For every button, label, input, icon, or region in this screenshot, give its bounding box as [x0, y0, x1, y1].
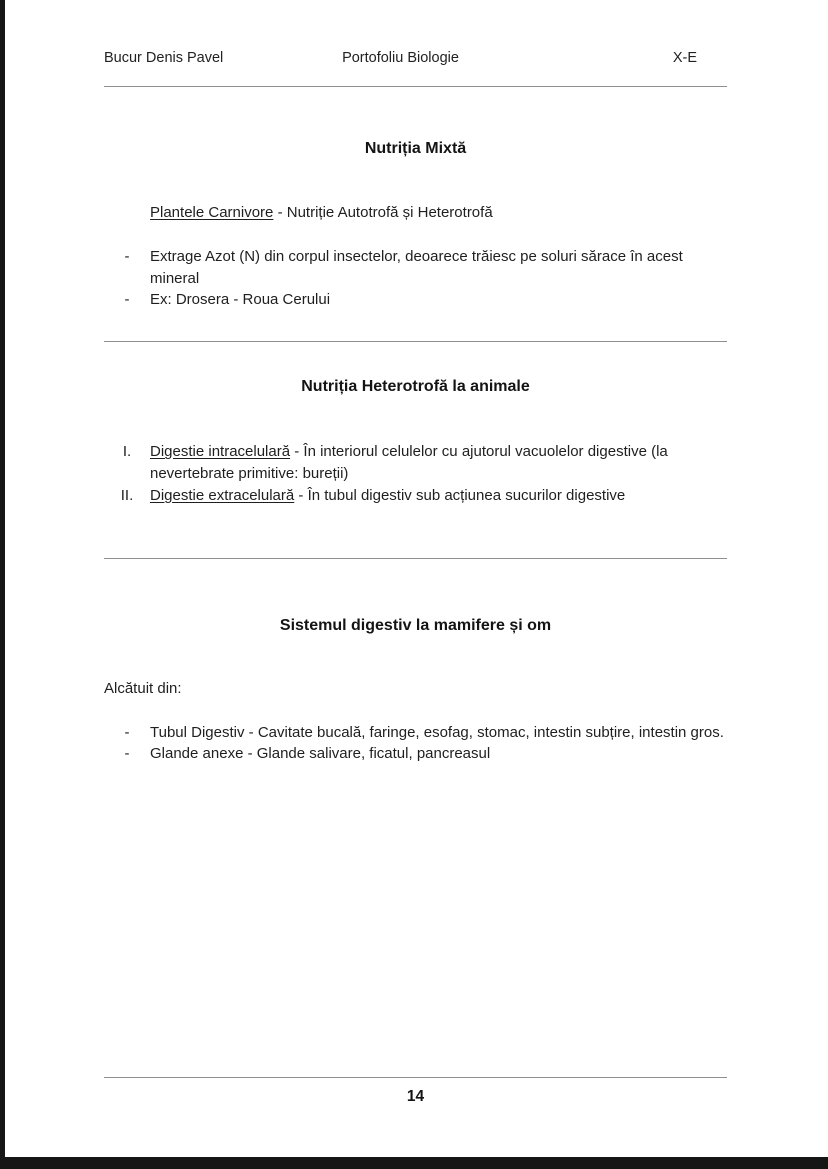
list-item-text: Tubul Digestiv - Cavitate bucală, faringe, esofag, stomac, intestin subțire, intestin gros.	[150, 723, 724, 741]
item-underlined-term: Digestie extracelulară	[150, 486, 295, 504]
list-item	[104, 289, 727, 311]
section-divider	[104, 558, 727, 559]
list-item	[104, 246, 727, 290]
section-nutritia-heterotrofa	[104, 375, 727, 506]
list-item-text: Glande anexe - Glande salivare, ficatul, pancreasul	[150, 745, 491, 763]
section-nutritia-mixta	[104, 137, 727, 311]
dash-marker: -	[124, 745, 130, 763]
header-document-title: Portofoliu Biologie	[342, 50, 459, 66]
list-item-text	[150, 441, 727, 485]
section-sistemul-digestiv	[104, 614, 727, 765]
lead-rest: - Nutriție Autotrofă și Heterotrofă	[273, 204, 493, 222]
roman-numeral: I.	[122, 443, 132, 461]
list-item	[104, 722, 727, 744]
dash-marker: -	[124, 723, 130, 741]
section-heading: Sistemul digestiv la mamifere și om	[279, 616, 552, 634]
section-divider	[104, 341, 727, 342]
section-heading: Nutriția Mixtă	[364, 140, 467, 158]
header-class-label: X-E	[672, 50, 698, 66]
dash-marker: -	[124, 247, 130, 265]
list-item	[104, 743, 727, 765]
roman-numbered-list	[104, 441, 727, 506]
section-intro: Alcătuit din:	[104, 679, 182, 697]
bullet-list	[104, 722, 727, 766]
header-author: Bucur Denis Pavel	[104, 50, 224, 66]
list-item	[104, 485, 727, 507]
document-header	[104, 48, 727, 69]
header-divider	[104, 86, 727, 87]
list-item	[104, 441, 727, 485]
dash-marker: -	[124, 291, 130, 309]
section-lead	[104, 202, 727, 224]
item-rest: - În tubul digestiv sub acțiunea sucurilor digestive	[294, 486, 626, 504]
document-page	[5, 0, 828, 1157]
document-footer	[104, 1077, 727, 1157]
list-item-text: Extrage Azot (N) din corpul insectelor, deoarece trăiesc pe soluri sărace în acest mineral	[150, 247, 683, 287]
list-item-text	[150, 485, 727, 507]
item-rest: - În interiorul celulelor cu ajutorul vacuolelor digestive (la nevertebrate primitive: bureții)	[150, 443, 668, 483]
item-underlined-term: Digestie intracelulară	[150, 443, 291, 461]
page-number: 14	[406, 1088, 425, 1105]
roman-numeral: II.	[120, 486, 134, 504]
bullet-list	[104, 246, 727, 311]
section-heading: Nutriția Heterotrofă la animale	[301, 378, 530, 396]
lead-underlined-term: Plantele Carnivore	[150, 204, 274, 222]
list-item-text: Ex: Drosera - Roua Cerului	[150, 291, 331, 309]
